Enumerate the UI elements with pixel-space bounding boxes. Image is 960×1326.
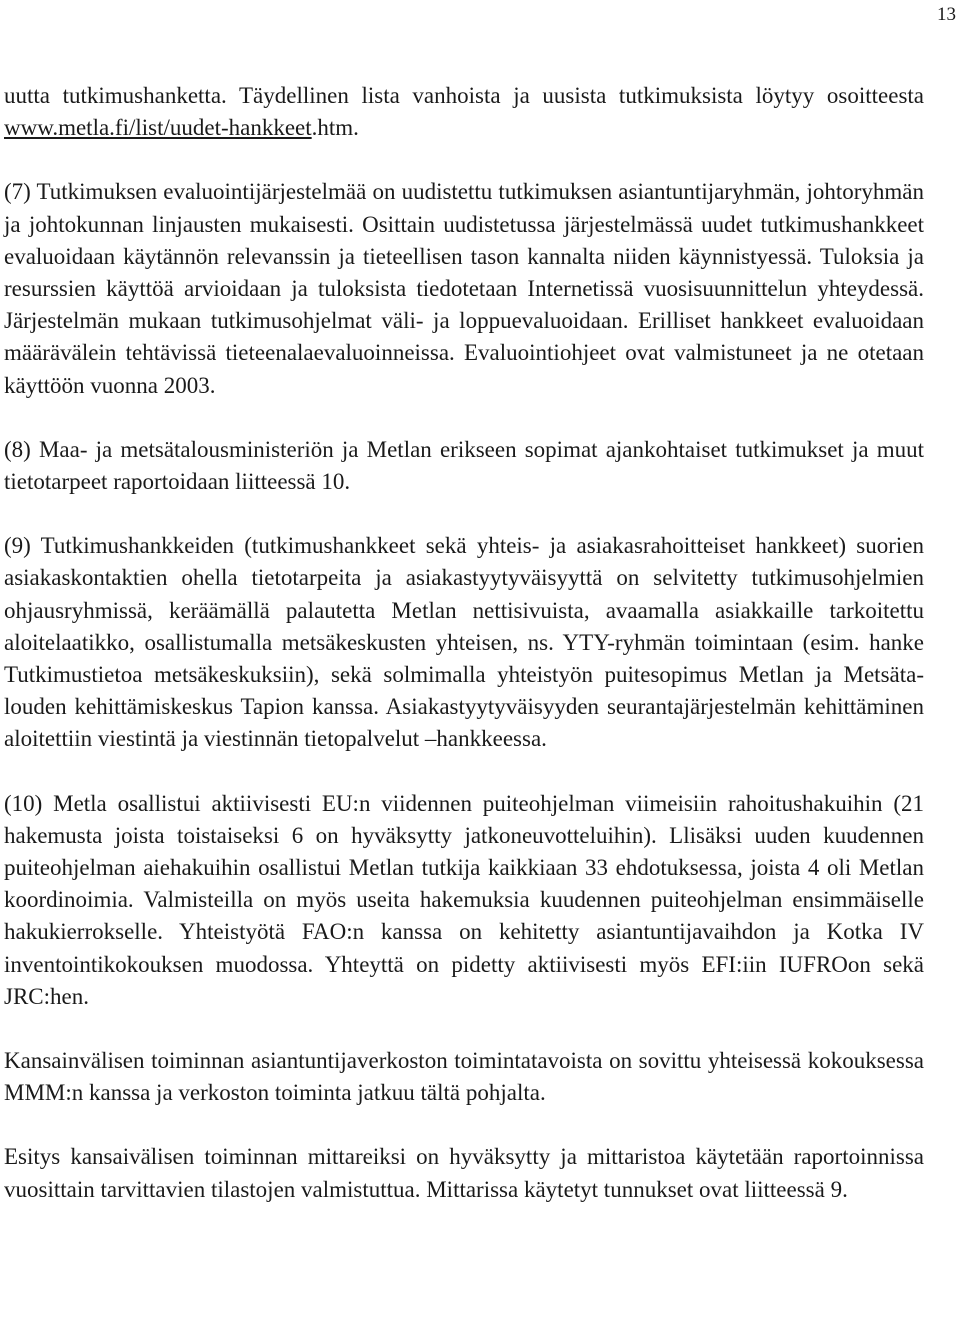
paragraph-9-customer-needs: (9) Tutkimushankkeiden (tutkimushankkeet sekä yhteis- ja asiakasrahoitteiset hankkeet) suorien asiakaskontaktien ohella tietotarpeita ja asiakastyytyväisyyttä on selvitetty tutkimusohjelmien ohjausryhmissä, keräämällä palautetta Metlan nettisivuista, avaamalla asiakkaille tarkoitettu aloitelaatikko, osallistumalla metsäkeskusten yhteisen, ns. YTY-ryhmän toimintaan (esim. hanke Tutkimustietoa metsäkeskuksiin), sekä solmimalla yhteistyön puitesopimus Metlan ja Metsätalouden kehittämiskeskus Tapion kanssa. Asiakastyytyväisyyden seurantajärjestelmän kehittäminen aloitettiin viestintä ja viestinnän tietopalvelut –hankkeessa. xyxy=(4,533,924,752)
page-number: 13 xyxy=(937,4,956,25)
paragraph-text: uutta tutkimushanketta. Täydellinen lista vanhoista ja uusista tutkimuksista löytyy osoitteesta xyxy=(4,83,924,108)
paragraph-10-eu-programmes: (10) Metla osallistui aktiivisesti EU:n viidennen puiteohjelman viimeisiin rahoitushakuihin (21 hakemusta joista toistaiseksi 6 on hyväksytty jatkoneuvotteluihin). Llisäksi uuden kuudennen puiteohjelman aiehakuihin osallistui Metlan tutkija kaikkiaan 33 ehdotuksessa, joista 4 oli Metlan koordinoimia. Valmisteilla on myös useita hakemuksia kuudennen puiteohjelman ensimmäiselle hakukierrokselle. Yhteistyötä FAO:n kanssa on kehitetty asiantuntijavaihdon ja Kotka IV inventointikokouksen muodossa. Yhteyttä on pidetty aktiivisesti myös EFI:iin IUFROon sekä JRC:hen. xyxy=(4,790,924,1009)
document-body xyxy=(4,80,924,1206)
projects-list-link[interactable]: www.metla.fi/list/uudet-hankkeet xyxy=(4,115,312,141)
paragraph-8-ministry-studies: (8) Maa- ja metsätalousministeriön ja Metlan erikseen sopimat ajankohtaiset tutkimukset ja muut tietotarpeet raportoidaan liitteessä 10. xyxy=(4,436,924,495)
paragraph-international-network: Kansainvälisen toiminnan asiantuntijaverkoston toimintatavoista on sovittu yhteisessä kokouksessa MMM:n kanssa ja verkoston toiminta jatkuu tältä pohjalta. xyxy=(4,1048,924,1106)
paragraph-international-indicators: Esitys kansaivälisen toiminnan mittareiksi on hyväksytty ja mittaristoa käytetään raportoinnissa vuosittain tarvittavien tilastojen valmistuttua. Mittarissa käytetyt tunnukset ovat liitteessä 9. xyxy=(4,1144,924,1202)
paragraph-7-evaluation-system: (7) Tutkimuksen evaluointijärjestelmää on uudistettu tutkimuksen asiantuntijaryhmän, johtoryhmän ja johtokunnan linjausten mukaisesti. Osittain uudistetussa järjestelmässä uudet tutkimushankkeet evaluoidaan käytännön relevanssin ja tieteellisen tason kannalta niiden käynnistyessä. Tuloksia ja resurssien käyttöä arvioidaan ja tuloksista tiedotetaan Internetissä vuosisuunnittelun yhteydessä. Järjestelmän mukaan tutkimusohjelmat väli- ja loppuevaluoidaan. Erilliset hankkeet evaluoidaan määrävälein tehtävissä tieteenalaevaluoinneissa. Evaluointiohjeet ovat valmistuneet ja ne otetaan käyttöön vuonna 2003. xyxy=(4,179,924,398)
paragraph-text: .htm. xyxy=(311,115,359,141)
paragraph-project-list xyxy=(4,80,924,144)
